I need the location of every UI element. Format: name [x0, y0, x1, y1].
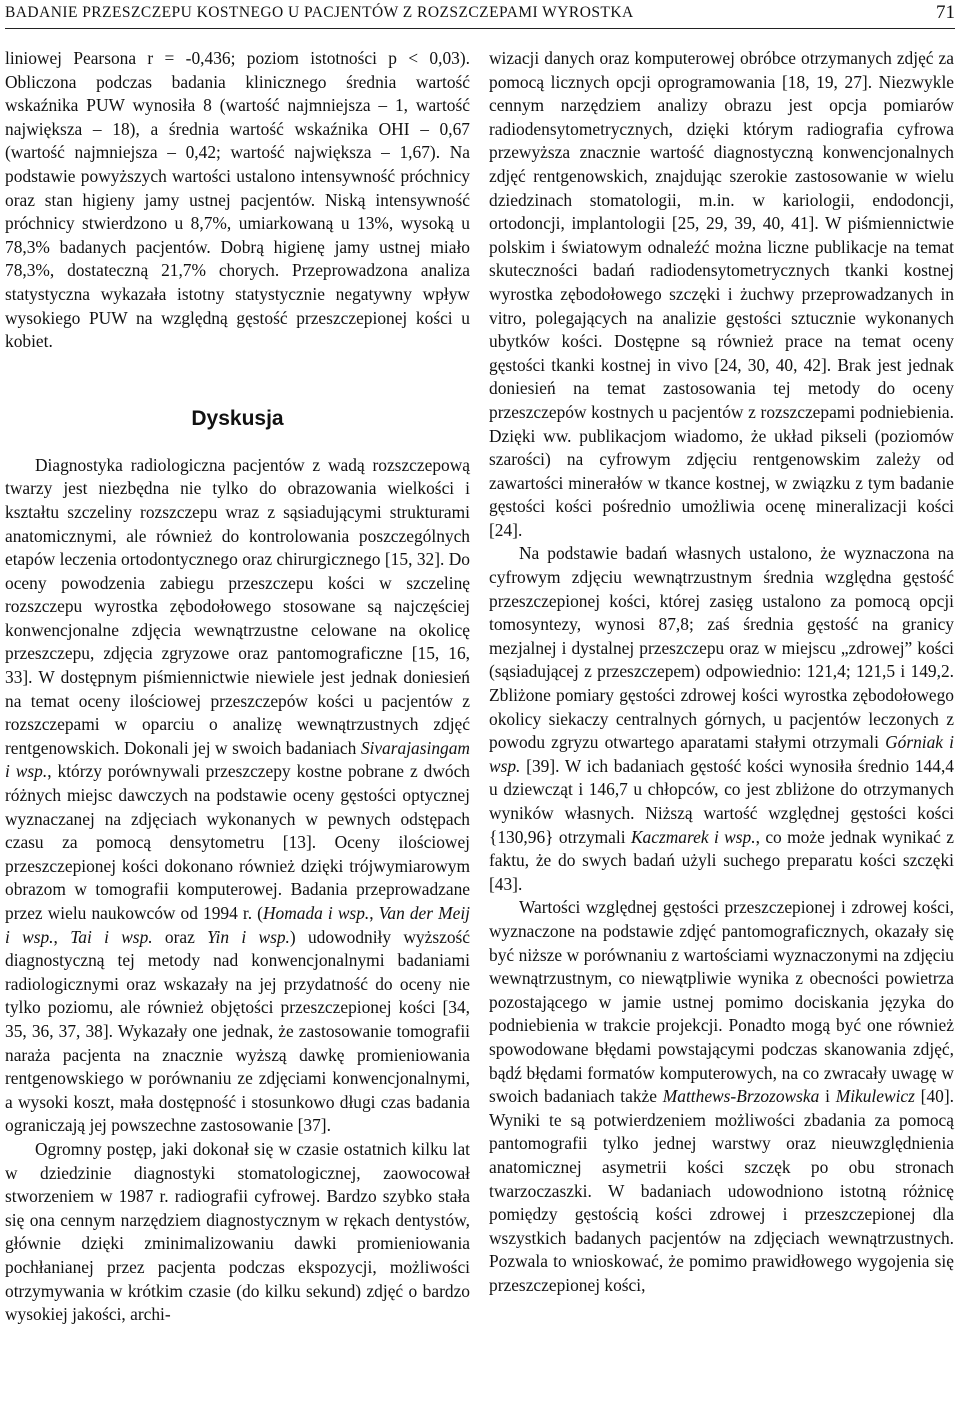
discussion-paragraph-2: Ogromny postęp, jaki dokonał się w czasie ostatnich kilku lat w dziedzinie diagnostyki stomatologicznej, zaowocował stworzeniem w 1987 r. radiografii cyfrowej. Bardzo szybko stała się ona cennym narzędziem diagnostycznym w rękach dentystów, głównie dzięki zminimalizowaniu dawki promieniowania pochłanianej przez pacjenta podczas ekspozycji, możliwości otrzymywania w krótkim czasie (do kilku sekund) zdjęć o bardzo wysokiej jakości, archi-: [5, 1138, 470, 1325]
pantomography-paragraph: [489, 896, 954, 1297]
citation-author: Van der Meij i wsp.: [5, 903, 470, 947]
text-run: [40]. Wyniki te są potwierdzeniem możliwości zbadania za pomocą pantomografii tylko jednej warstwy oraz nieuwzględnienia anatomicznej asymetrii kości szczęk po obu stronach twarzoczaszki. W badaniach udowodniono istotną różnicę pomiędzy gęstością kości zdrowej i przeszczepionej dla wszystkich badanych pacjentów na zdjęciach wewnątrzustnych. Pozwala to wnioskować, że pomimo prawidłowego wygojenia się przeszczepionej kości,: [489, 1086, 955, 1295]
continued-paragraph: wizacji danych oraz komputerowej obróbce otrzymanych zdjęć za pomocą licznych opcji oprogramowania [18, 19, 27]. Niezwykle cennym narzędziem analizy obrazu jest opcja pomiarów radiodensytometrycznych, dzięki którym radiografia cyfrowa przewyższa znacznie wartość diagnostyczną konwencjonalnych zdjęć rentgenowskich, znajdując szerokie zastosowanie w wielu dziedzinach stomatologii, m.in. w kariologii, endodoncji, ortodoncji, implantologii [25, 29, 39, 40, 41]. W piśmiennictwie polskim i światowym odnaleźć można liczne publikacje na temat skuteczności badań radiodensytometrycznych tkanki kostnej wyrostka zębodołowego szczęki i żuchwy przeprowadzanych in vitro, polegających na analizie gęstości sztucznie wykonanych ubytków kości. Dostępne są również prace na temat oceny gęstości tkanki kostnej in vivo [24, 30, 40, 42]. Brak jest jednak doniesień na temat zastosowania tej metody do oceny przeszczepów kostnych u pacjentów z rozszczepami podniebienia. Dzięki ww. publikacjom wiadomo, że układ pikseli (poziomów szarości) na cyfrowym zdjęciu rentgenowskim zależy od zawartości minerałów w tkance kostnej, w związku z tym badanie gęstości kości pośrednio umożliwia ocenę mineralizacji kości [24].: [489, 48, 954, 540]
section-heading: Dyskusja: [191, 406, 284, 430]
text-run: [39]. W ich badaniach gęstość kości wynosiła średnio 144,4 u dziewcząt i 146,7 u chłopców, co jest zbliżone do otrzymanych wyników własnych. Niższą wartość względnej gęstości kości {130,96} otrzymali: [489, 755, 954, 847]
results-paragraph: liniowej Pearsona r = -0,436; poziom istotności p < 0,03). Obliczona podczas badania klinicznego średnia wartość wskaźnika PUW wynosiła 8 (wartość najmniejsza – 1, wartość największa – 18), a średnia wartość wskaźnika OHI – 0,67 (wartość najmniejsza – 0,42; wartość największa – 1,67). Na podstawie powyższych wartości ustalono intensywność próchnicy oraz stan higieny jamy ustnej pacjentów. Niską intensywność próchnicy stwierdzono u 8,7%, umiarkowaną u 13%, wysoką u 78,3% badanych pacjentów. Dobrą higienę jamy ustnej miało 78,3%, dostateczną 21,7% chorych. Przeprowadzona analiza statystyczna wykazała istotny statystycznie negatywny wpływ wysokiego PUW na względną gęstość przeszczepionej kości u kobiet.: [5, 48, 470, 352]
running-header: [5, 2, 955, 29]
citation-author: Sivarajasingam i wsp.: [5, 737, 470, 782]
citation-author: Kaczmarek i wsp.: [630, 826, 756, 847]
citation-author: Górniak i wsp.: [489, 732, 954, 776]
discussion-paragraph-1: [5, 454, 470, 1138]
right-column: [489, 47, 954, 1297]
own-results-paragraph: [489, 542, 954, 896]
text-run: i: [819, 1086, 836, 1107]
text-run: , którzy porównywali przeszczepy kostne pobrane z dwóch różnych miejsc dawczych na podstawie oceny gęstości optycznej wyznaczanej na zdjęciach wykonanych w pewnych odstępach czasu za pomocą densytometru [13]. Oceny ilościowej przeszczepionej kości dokonano również dzięki trójwymiarowym obrazom w tomografii komputerowej. Badania przeprowadzane przez wielu naukowców od 1994 r. (: [5, 761, 470, 923]
text-run: Na podstawie badań własnych ustalono, że wyznaczona na cyfrowym zdjęciu wewnątrzustnym średnia względna gęstość przeszczepionej kości, której zasięg ustalono za pomocą opcji tomosyntezy, wynosi 87,8; zaś średnia gęstość na granicy mezjalnej i dystalnej przeszczepu oraz w miejscu „zdrowej” kości (sąsiadującej z przeszczepem) odpowiednio: 121,4; 121,5 i 149,2. Zbliżone pomiary gęstości zdrowej kości wyrostka zębodołowego okolicy siekaczy centralnych górnych, u pacjentów leczonych z powodu zgryzu otwartego aparatami stałymi otrzymali: [489, 543, 954, 753]
text-run: Wartości względnej gęstości przeszczepionej i zdrowej kości, wyznaczone na podstawie zdjęć pantomograficznych, okazały się być niższe w porównaniu z wartościami wyznaczonymi na zdjęciu wewnątrzustnym, co niewątpliwie wynika z obecności powietrza pozostającego w jamie ustnej pomimo dociskania języka do podniebienia w trakcie projekcji. Ponadto mogą być one również spowodowane błędami powstającymi podczas skanowania zdjęć, bądź błędami formatów komputerowych, na co zwracały uwagę w swoich badaniach także: [489, 897, 954, 1107]
page-number: 71: [936, 2, 955, 23]
left-column: [5, 47, 470, 1327]
text-run: ,: [369, 903, 379, 923]
citation-author: Homada i wsp.: [262, 903, 370, 923]
citation-author: Matthews-Brzozowska: [662, 1086, 820, 1107]
text-run: ,: [53, 926, 71, 947]
citation-author: Yin i wsp.: [207, 926, 290, 947]
text-run: ) udowodniły wyższość diagnostyczną tej metody nad konwencjonalnymi badaniami radiologicznymi oraz wskazały na jej przydatność do oceny nie tylko poziomu, ale również objętości przeszczepionej kości [34, 35, 36, 37, 38]. Wykazały one jednak, że zastosowanie tomografii naraża pacjenta na znacznie wyższą dawkę promieniowania rentgenowskiego w porównaniu ze zdjęciami konwencjonalnymi, a wysoki koszt, mała dostępność i stosunkowo długi czas badania ograniczają jej powszechne zastosowanie [37].: [5, 926, 470, 1136]
citation-author: Tai i wsp.: [70, 926, 153, 947]
text-run: oraz: [152, 926, 208, 947]
citation-author: Mikulewicz: [835, 1086, 915, 1107]
running-title: BADANIE PRZESZCZEPU KOSTNEGO U PACJENTÓW Z ROZSZCZEPAMI WYROSTKA: [5, 4, 634, 21]
text-run: Diagnostyka radiologiczna pacjentów z wadą rozszczepową twarzy jest niezbędna nie tylko do obrazowania wielkości i kształtu szczeliny rozszczepu wraz z sąsiadującymi strukturami anatomicznymi, ale również do kontrolowania poszczególnych etapów leczenia ortodontycznego oraz chirurgicznego [15, 32]. Do oceny powodzenia zabiegu przeszczepu kości w szczelinę rozszczepu wyrostka zębodołowego stosowane są najczęściej konwencjonalne zdjęcia wewnątrzustne celowane na okolicę przeszczepu, zdjęcia zgryzowe oraz pantomograficzne [15, 16, 33]. W dostępnym piśmiennictwie niewiele jest jednak doniesień na temat oceny ilościowej przeszczepów kości u pacjentów z rozszczepami w oparciu o analizę wewnątrzustnych zdjęć rentgenowskich. Dokonali jej w swoich badaniach: [5, 454, 470, 758]
text-run: , co może jednak wynikać z faktu, że do swych badań użyli suchego preparatu kości szczęki [43].: [489, 826, 954, 894]
